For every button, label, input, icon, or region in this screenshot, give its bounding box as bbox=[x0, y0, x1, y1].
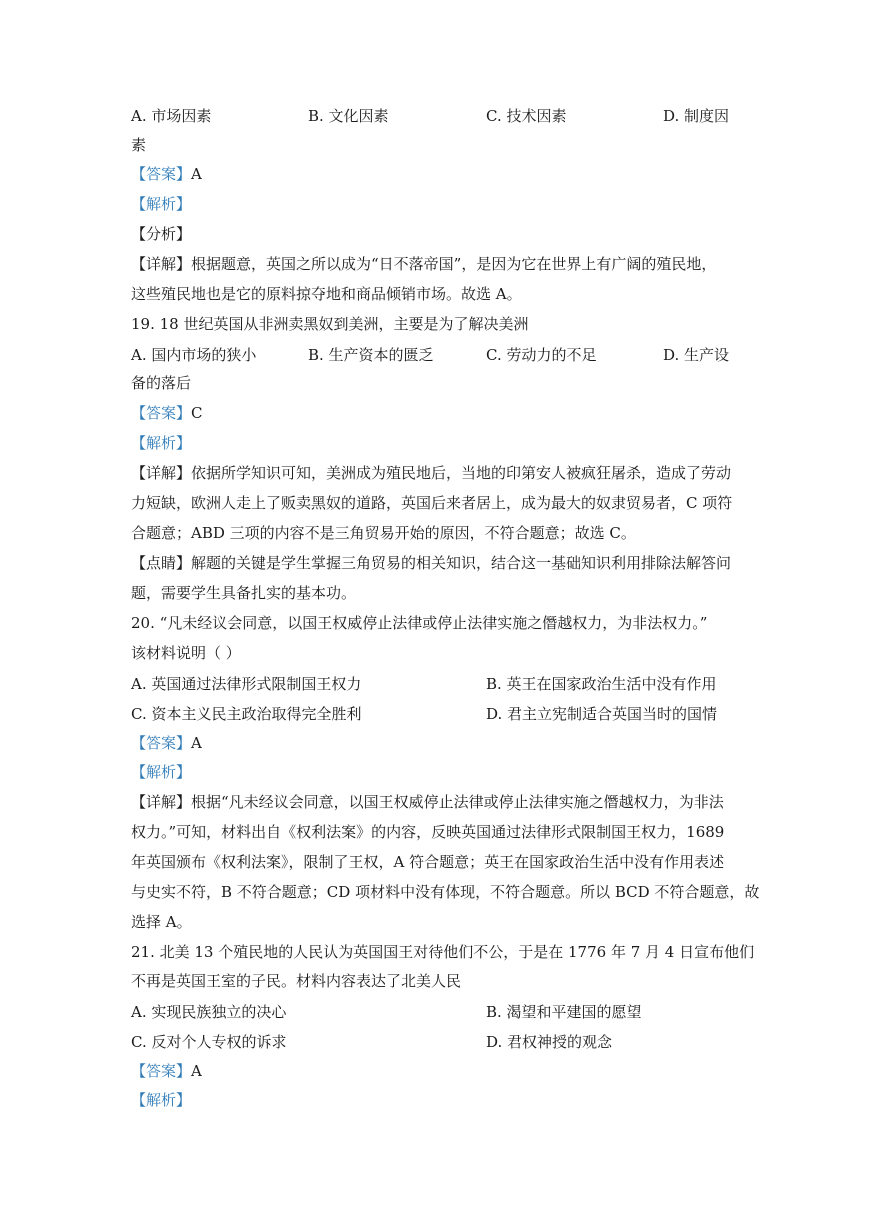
q20-option-d: D. 君主立宪制适合英国当时的国情 bbox=[486, 705, 718, 723]
q20-stem: 20. “凡未经议会同意，以国王权威停止法律或停止法律实施之僭越权力，为非法权力。” bbox=[131, 614, 708, 632]
answer-tag: 【答案】 bbox=[131, 404, 192, 422]
q18-answer bbox=[131, 164, 751, 184]
q19-option-d: D. 生产设 bbox=[663, 346, 730, 364]
q20-option-b: B. 英王在国家政治生活中没有作用 bbox=[486, 675, 717, 693]
detail-text: 依据所学知识可知，美洲成为殖民地后，当地的印第安人被疯狂屠杀，造成了劳动 bbox=[191, 464, 732, 482]
q20-detail-line: 权力。”可知，材料出自《权利法案》的内容，反映英国通过法律形式限制国王权力，1689 bbox=[131, 823, 725, 841]
q21-option-b: B. 渴望和平建国的愿望 bbox=[486, 1003, 642, 1021]
analysis-tag: 【解析】 bbox=[131, 434, 192, 452]
fenxi-tag: 【分析】 bbox=[131, 225, 192, 243]
q19-stem: 19. 18 世纪英国从非洲卖黑奴到美洲，主要是为了解决美洲 bbox=[131, 315, 529, 333]
q21-option-d: D. 君权神授的观念 bbox=[486, 1033, 613, 1051]
q21-option-a: A. 实现民族独立的决心 bbox=[131, 1003, 287, 1021]
q19-option-a: A. 国内市场的狭小 bbox=[131, 346, 257, 364]
q19-option-b: B. 生产资本的匮乏 bbox=[308, 346, 434, 364]
q20-detail-line: 选择 A。 bbox=[131, 913, 192, 931]
q18-option-c: C. 技术因素 bbox=[486, 107, 567, 125]
q20-detail-line bbox=[131, 792, 751, 812]
answer-tag: 【答案】 bbox=[131, 165, 192, 183]
detail-tag: 【详解】 bbox=[131, 793, 192, 811]
q18-detail-line: 这些殖民地也是它的原料掠夺地和商品倾销市场。故选 A。 bbox=[131, 285, 522, 303]
q19-detail-line bbox=[131, 463, 751, 483]
answer-tag: 【答案】 bbox=[131, 734, 192, 752]
q21-stem: 21. 北美 13 个殖民地的人民认为英国国王对待他们不公，于是在 1776 年 7 月 4 日宣布他们 bbox=[131, 943, 755, 961]
detail-text: 根据“凡未经议会同意，以国王权威停止法律或停止法律实施之僭越权力，为非法 bbox=[191, 793, 724, 811]
answer-value: A bbox=[191, 1062, 202, 1080]
q18-analysis bbox=[131, 194, 751, 214]
analysis-tag: 【解析】 bbox=[131, 195, 192, 213]
detail-tag: 【详解】 bbox=[131, 464, 192, 482]
q19-detail-line: 合题意；ABD 三项的内容不是三角贸易开始的原因，不符合题意；故选 C。 bbox=[131, 524, 636, 542]
q20-stem: 该材料说明（ ） bbox=[131, 644, 241, 662]
q20-option-a: A. 英国通过法律形式限制国王权力 bbox=[131, 675, 362, 693]
q19-analysis bbox=[131, 433, 751, 453]
q20-answer bbox=[131, 733, 751, 753]
q20-detail-line: 年英国颁布《权利法案》，限制了王权，A 符合题意；英王在国家政治生活中没有作用表述 bbox=[131, 853, 725, 871]
analysis-tag: 【解析】 bbox=[131, 763, 192, 781]
analysis-tag: 【解析】 bbox=[131, 1091, 192, 1109]
q18-option-a: A. 市场因素 bbox=[131, 107, 212, 125]
dianjing-text: 解题的关键是学生掌握三角贸易的相关知识，结合这一基础知识利用排除法解答问 bbox=[191, 554, 732, 572]
q18-fenxi bbox=[131, 224, 751, 244]
q18-option-d: D. 制度因 bbox=[663, 107, 730, 125]
q19-answer bbox=[131, 403, 751, 423]
q18-detail-line bbox=[131, 254, 751, 274]
q21-stem: 不再是英国王室的子民。材料内容表达了北美人民 bbox=[131, 972, 462, 990]
q21-analysis bbox=[131, 1090, 751, 1110]
answer-tag: 【答案】 bbox=[131, 1062, 192, 1080]
q20-detail-line: 与史实不符，B 不符合题意；CD 项材料中没有体现，不符合题意。所以 BCD 不符合题意，故 bbox=[131, 883, 760, 901]
dianjing-tag: 【点睛】 bbox=[131, 554, 192, 572]
answer-value: A bbox=[191, 165, 202, 183]
q19-option-d-wrap: 备的落后 bbox=[131, 374, 192, 392]
q20-option-c: C. 资本主义民主政治取得完全胜利 bbox=[131, 705, 362, 723]
answer-value: A bbox=[191, 734, 202, 752]
q20-analysis bbox=[131, 762, 751, 782]
q18-option-b: B. 文化因素 bbox=[308, 107, 389, 125]
detail-tag: 【详解】 bbox=[131, 255, 192, 273]
q21-option-c: C. 反对个人专权的诉求 bbox=[131, 1033, 287, 1051]
detail-text: 根据题意，英国之所以成为“日不落帝国”，是因为它在世界上有广阔的殖民地， bbox=[191, 255, 717, 273]
q19-option-c: C. 劳动力的不足 bbox=[486, 346, 597, 364]
q19-dianjing-line: 题，需要学生具备扎实的基本功。 bbox=[131, 584, 357, 602]
answer-value: C bbox=[191, 404, 203, 422]
q19-detail-line: 力短缺，欧洲人走上了贩卖黑奴的道路，英国后来者居上，成为最大的奴隶贸易者，C 项符 bbox=[131, 494, 733, 512]
q21-answer bbox=[131, 1061, 751, 1081]
q18-option-d-wrap: 素 bbox=[131, 136, 147, 154]
q19-dianjing-line bbox=[131, 553, 751, 573]
